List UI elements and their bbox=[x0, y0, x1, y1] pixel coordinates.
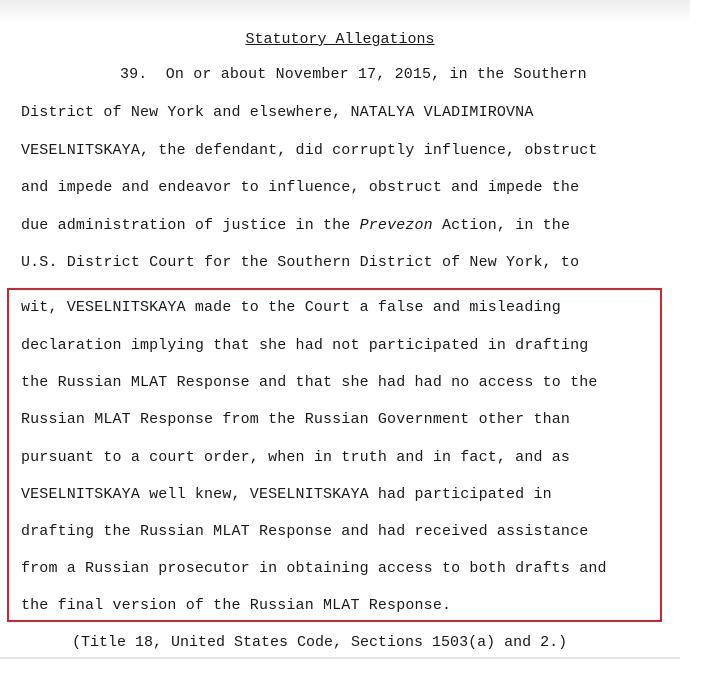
paragraph-text: On or about November 17, 2015, in the Southern bbox=[165, 66, 587, 83]
paragraph-line-13: drafting the Russian MLAT Response and had received assistance bbox=[21, 523, 589, 540]
paragraph-line-2: District of New York and elsewhere, NATALYA VLADIMIROVNA bbox=[21, 104, 534, 121]
paragraph-line-15: the final version of the Russian MLAT Response. bbox=[21, 597, 452, 614]
top-shadow bbox=[0, 0, 690, 22]
paragraph-line-12: VESELNITSKAYA well knew, VESELNITSKAYA had participated in bbox=[21, 486, 552, 503]
paragraph-number: 39. bbox=[120, 66, 148, 83]
statute-citation: (Title 18, United States Code, Sections 1503(a) and 2.) bbox=[72, 634, 568, 651]
paragraph-line-6: U.S. District Court for the Southern District of New York, to bbox=[21, 254, 580, 271]
line-text: due administration of justice in the bbox=[21, 217, 360, 234]
paragraph-line-1 bbox=[120, 66, 587, 84]
paragraph-line-4: and impede and endeavor to influence, obstruct and impede the bbox=[21, 179, 580, 196]
bottom-divider bbox=[0, 657, 680, 659]
paragraph-line-14: from a Russian prosecutor in obtaining access to both drafts and bbox=[21, 560, 607, 577]
paragraph-line-11: pursuant to a court order, when in truth and in fact, and as bbox=[21, 449, 571, 466]
paragraph-line-5 bbox=[21, 217, 570, 235]
paragraph-line-10: Russian MLAT Response from the Russian Government other than bbox=[21, 411, 571, 428]
paragraph-line-8: declaration implying that she had not participated in drafting bbox=[21, 337, 589, 354]
paragraph-line-3: VESELNITSKAYA, the defendant, did corruptly influence, obstruct bbox=[21, 142, 598, 159]
case-name: Prevezon bbox=[359, 217, 433, 234]
section-heading: Statutory Allegations bbox=[245, 31, 435, 48]
line-text-suffix: Action, in the bbox=[432, 217, 571, 234]
paragraph-line-9: the Russian MLAT Response and that she had had no access to the bbox=[21, 374, 598, 391]
paragraph-line-7: wit, VESELNITSKAYA made to the Court a false and misleading bbox=[21, 299, 561, 316]
